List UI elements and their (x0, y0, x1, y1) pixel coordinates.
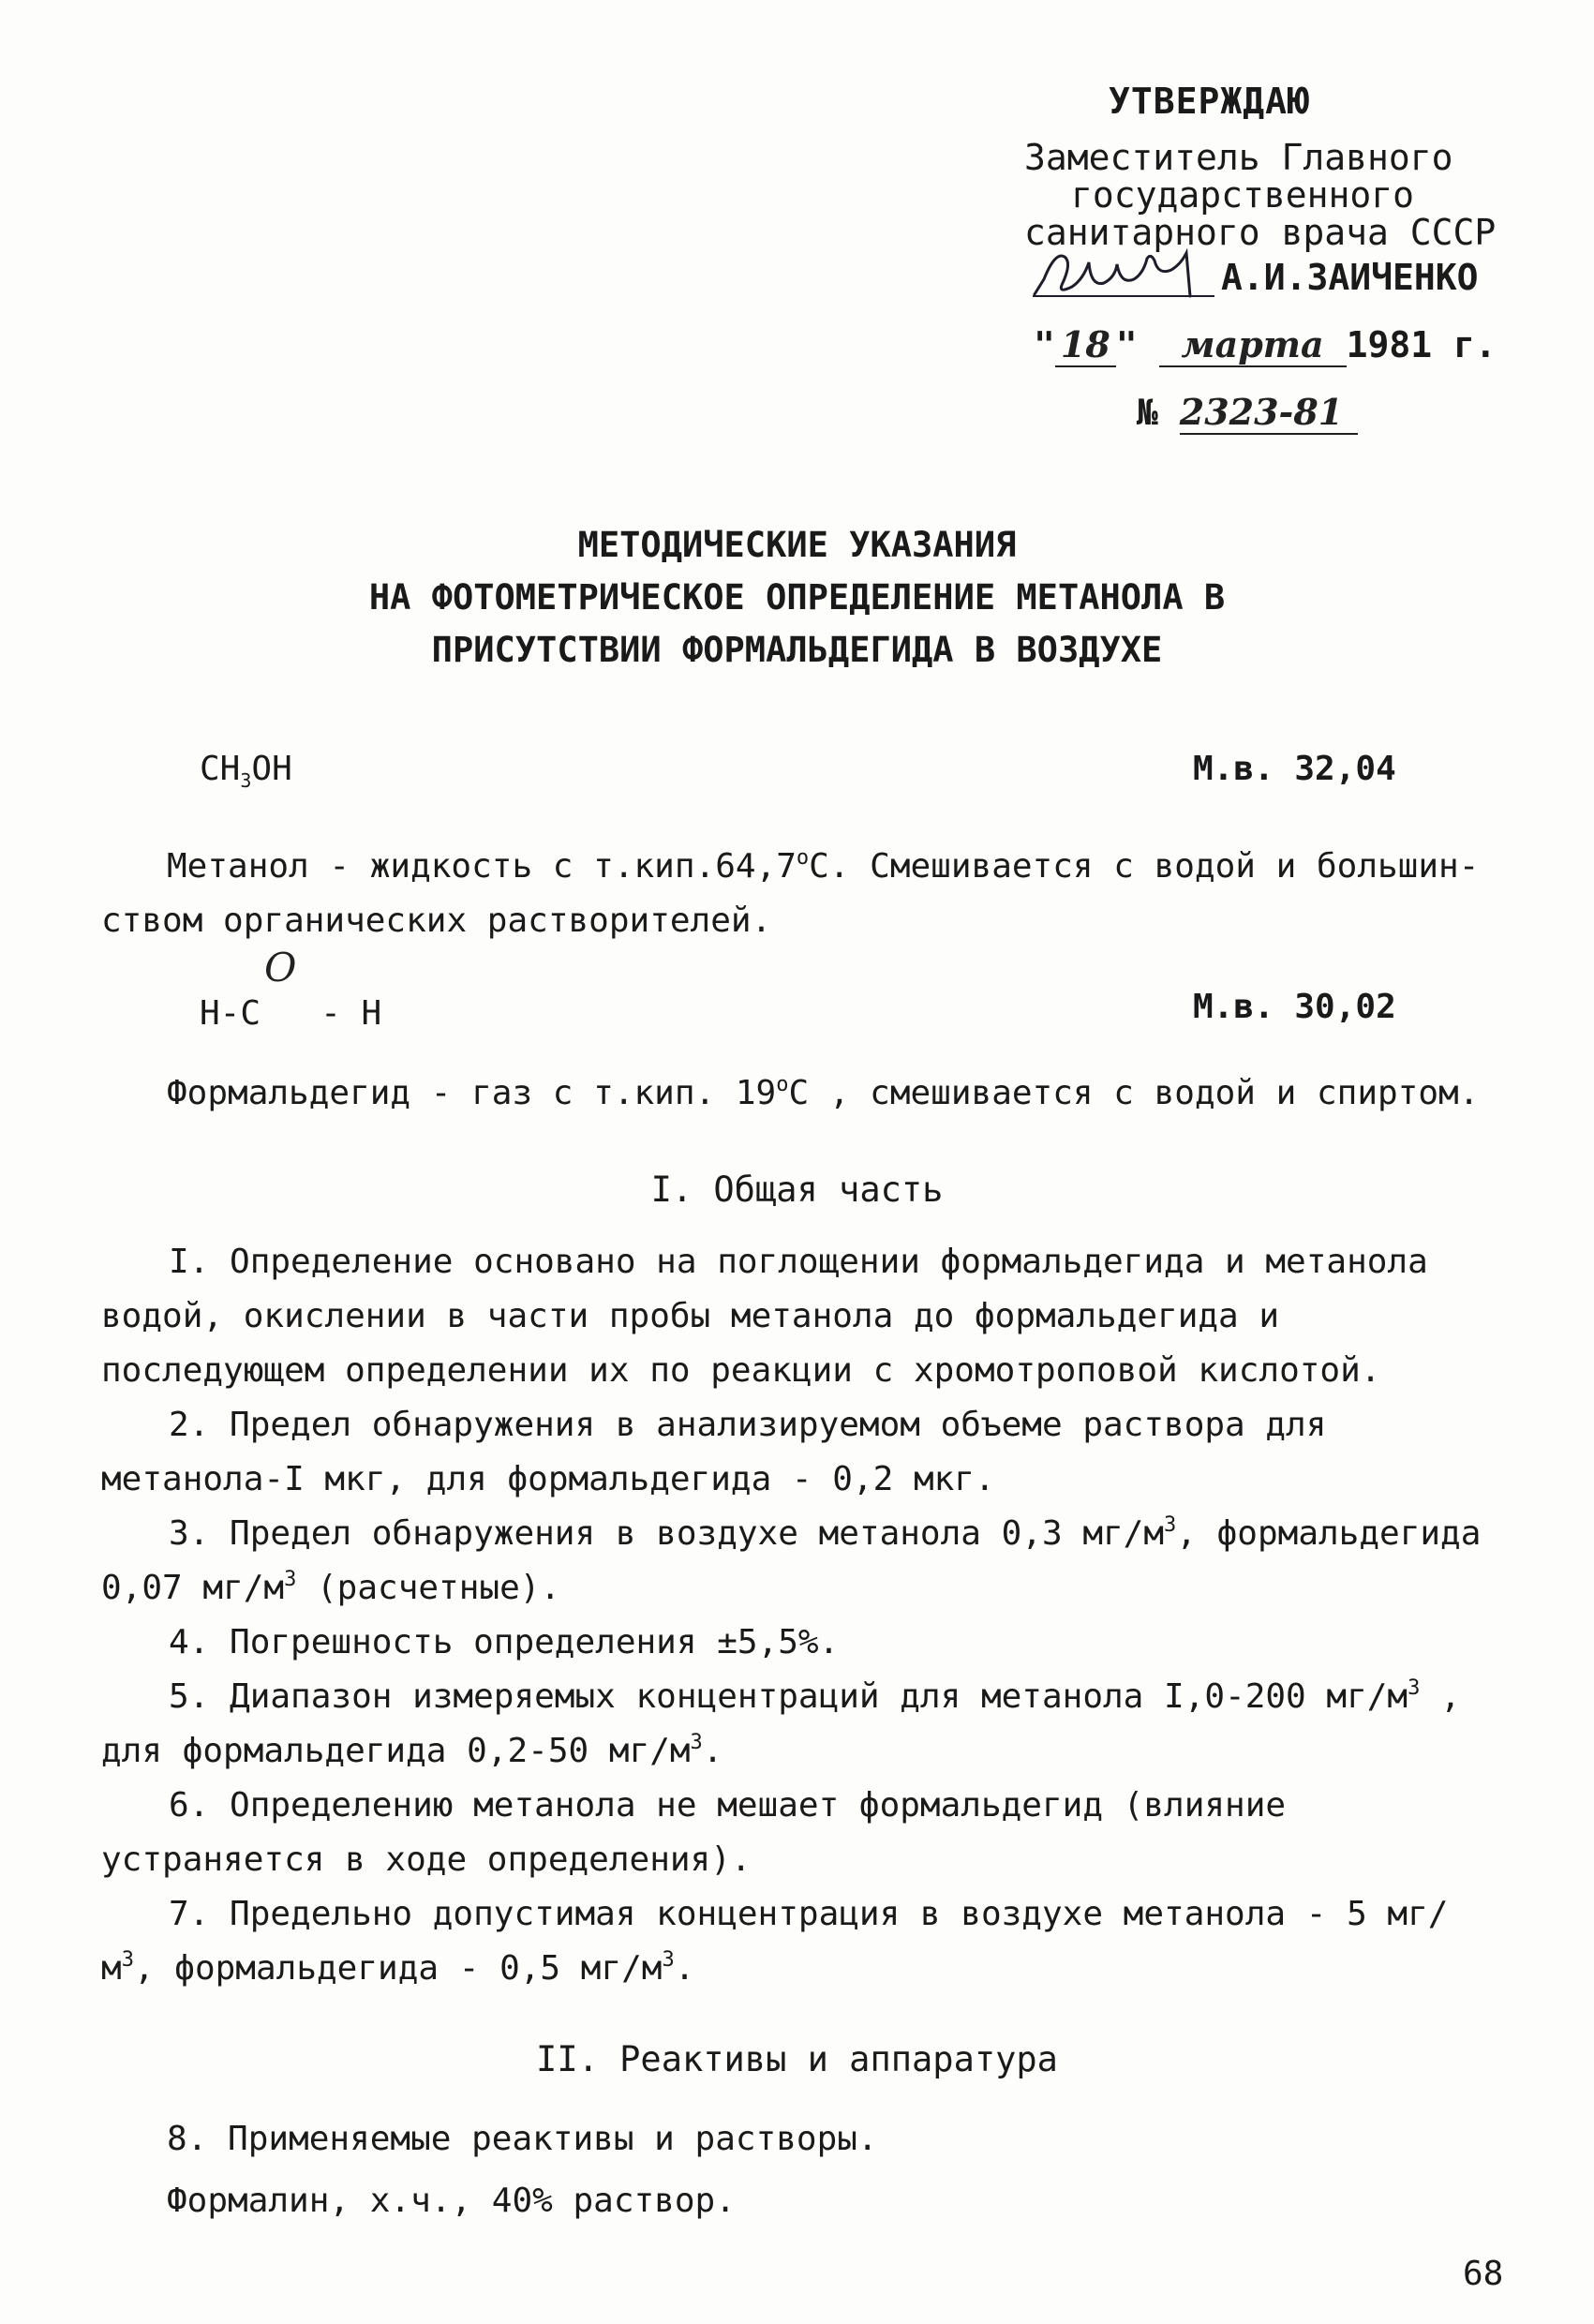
cubic-sup: 3 (1408, 1676, 1421, 1700)
formaldehyde-molecular-weight: М.в. 30,02 (1193, 988, 1396, 1026)
signature-handwriting (1031, 242, 1218, 302)
date-day: 18 (1055, 323, 1116, 367)
formaldehyde-desc-a: Формальдегид - газ с т.кип. 19 (167, 1074, 777, 1112)
paragraph-3-text-a: 3. Предел обнаружения в воздухе метанола 0,3 мг/м (169, 1514, 1165, 1553)
paragraph-4-text: 4. Погрешность определения ±5,5%. (169, 1623, 840, 1661)
methanol-desc-b: С. Смешивается с водой и большин- (809, 847, 1480, 886)
paragraph-8-line-2: Формалин, х.ч., 40% раствор. (167, 2182, 736, 2220)
section-1-heading: I. Общая часть (650, 1169, 944, 1210)
paragraph-3-text-b: , формальдегида 0,07 мг/м (101, 1514, 1482, 1607)
cubic-sup: 3 (1164, 1513, 1177, 1537)
paragraph-5-text-a: 5. Диапазон измеряемых концентраций для метанола I,0-200 мг/м (169, 1677, 1408, 1716)
methanol-description-line-2: ством органических растворителей. (101, 901, 772, 940)
formaldehyde-description (167, 1074, 1479, 1112)
paragraph-7-text-a: 7. Предельно допустимая концентрация в воздухе метанола - 5 мг/м (101, 1895, 1449, 1988)
date-month: марта (1159, 324, 1347, 367)
paragraph-5 (101, 1670, 1488, 1779)
approval-heading: УТВЕРЖДАЮ (1109, 81, 1310, 122)
paragraph-7 (101, 1887, 1488, 1996)
formaldehyde-formula (200, 945, 382, 1034)
paragraph-5-text-b: , для формальдегида 0,2-50 мг/м (101, 1677, 1461, 1770)
paragraph-5-text-c: . (702, 1732, 723, 1770)
cubic-sup: 3 (121, 1948, 134, 1972)
formula-ch: CH (200, 750, 241, 788)
methanol-formula (200, 750, 292, 792)
methanol-molecular-weight: М.в. 32,04 (1193, 750, 1396, 788)
formula-hc: H-C (200, 994, 261, 1033)
paragraph-3-text-c: (расчетные). (296, 1569, 561, 1607)
paragraph-1-text: I. Определение основано на поглощении формальдегида и метанола водой, окислении в части пробы метанола до формальдегида и последующем определении их по реакции с хромотроповой кислотой. (101, 1243, 1428, 1390)
paragraph-1 (101, 1235, 1488, 1398)
title-line-3: ПРИСУТСТВИИ ФОРМАЛЬДЕГИДА В ВОЗДУХЕ (431, 630, 1163, 670)
degree-sup: o (776, 1073, 789, 1096)
date-line (1034, 324, 1497, 367)
paragraph-6 (101, 1779, 1488, 1887)
section-2-heading: II. Реактивы и аппаратура (536, 2039, 1058, 2079)
paragraph-2 (101, 1398, 1488, 1507)
paragraph-7-text-b: , формальдегида - 0,5 мг/м (133, 1949, 663, 1988)
approval-line-3: санитарного врача СССР (1024, 212, 1497, 253)
formula-oh: OH (251, 750, 292, 788)
cubic-sup: 3 (690, 1731, 703, 1754)
number-value: 2323-81 (1180, 392, 1358, 435)
cubic-sup: 3 (284, 1568, 297, 1591)
paragraph-6-text: 6. Определению метанола не мешает формальдегид (влияние устраняется в ходе определения). (101, 1786, 1287, 1879)
formula-h: - H (320, 994, 382, 1033)
signature-name: А.И.ЗАИЧЕНКО (1221, 257, 1479, 298)
formaldehyde-desc-b: С , смешивается с водой и спиртом. (788, 1074, 1480, 1112)
title-line-1: МЕТОДИЧЕСКИЕ УКАЗАНИЯ (577, 525, 1017, 565)
formula-o: O (264, 945, 297, 991)
paragraph-3 (101, 1507, 1488, 1616)
degree-sup: o (796, 846, 810, 870)
paragraph-4 (101, 1616, 1488, 1670)
paragraph-2-text: 2. Предел обнаружения в анализируемом объеме раствора для метанола-I мкг, для формальдегида - 0,2 мкг. (101, 1406, 1327, 1498)
page-number: 68 (1463, 2255, 1504, 2293)
date-year: 1981 г. (1346, 324, 1497, 365)
number-prefix: № (1137, 392, 1158, 433)
registration-number (1137, 392, 1358, 435)
title-line-2: НА ФОТОМЕТРИЧЕСКОЕ ОПРЕДЕЛЕНИЕ МЕТАНОЛА В (368, 577, 1226, 618)
quote-close: " (1115, 324, 1138, 365)
approval-line-2: государственного (1071, 174, 1415, 216)
formula-sub: 3 (240, 769, 252, 792)
methanol-desc-a: Метанол - жидкость с т.кип.64,7 (167, 847, 797, 886)
methanol-description-line-1 (167, 847, 1479, 886)
approval-line-1: Заместитель Главного (1024, 137, 1453, 178)
quote-open: " (1034, 324, 1055, 365)
paragraph-7-text-c: . (674, 1949, 695, 1988)
cubic-sup: 3 (662, 1948, 675, 1972)
paragraph-8: 8. Применяемые реактивы и растворы. (167, 2120, 878, 2158)
